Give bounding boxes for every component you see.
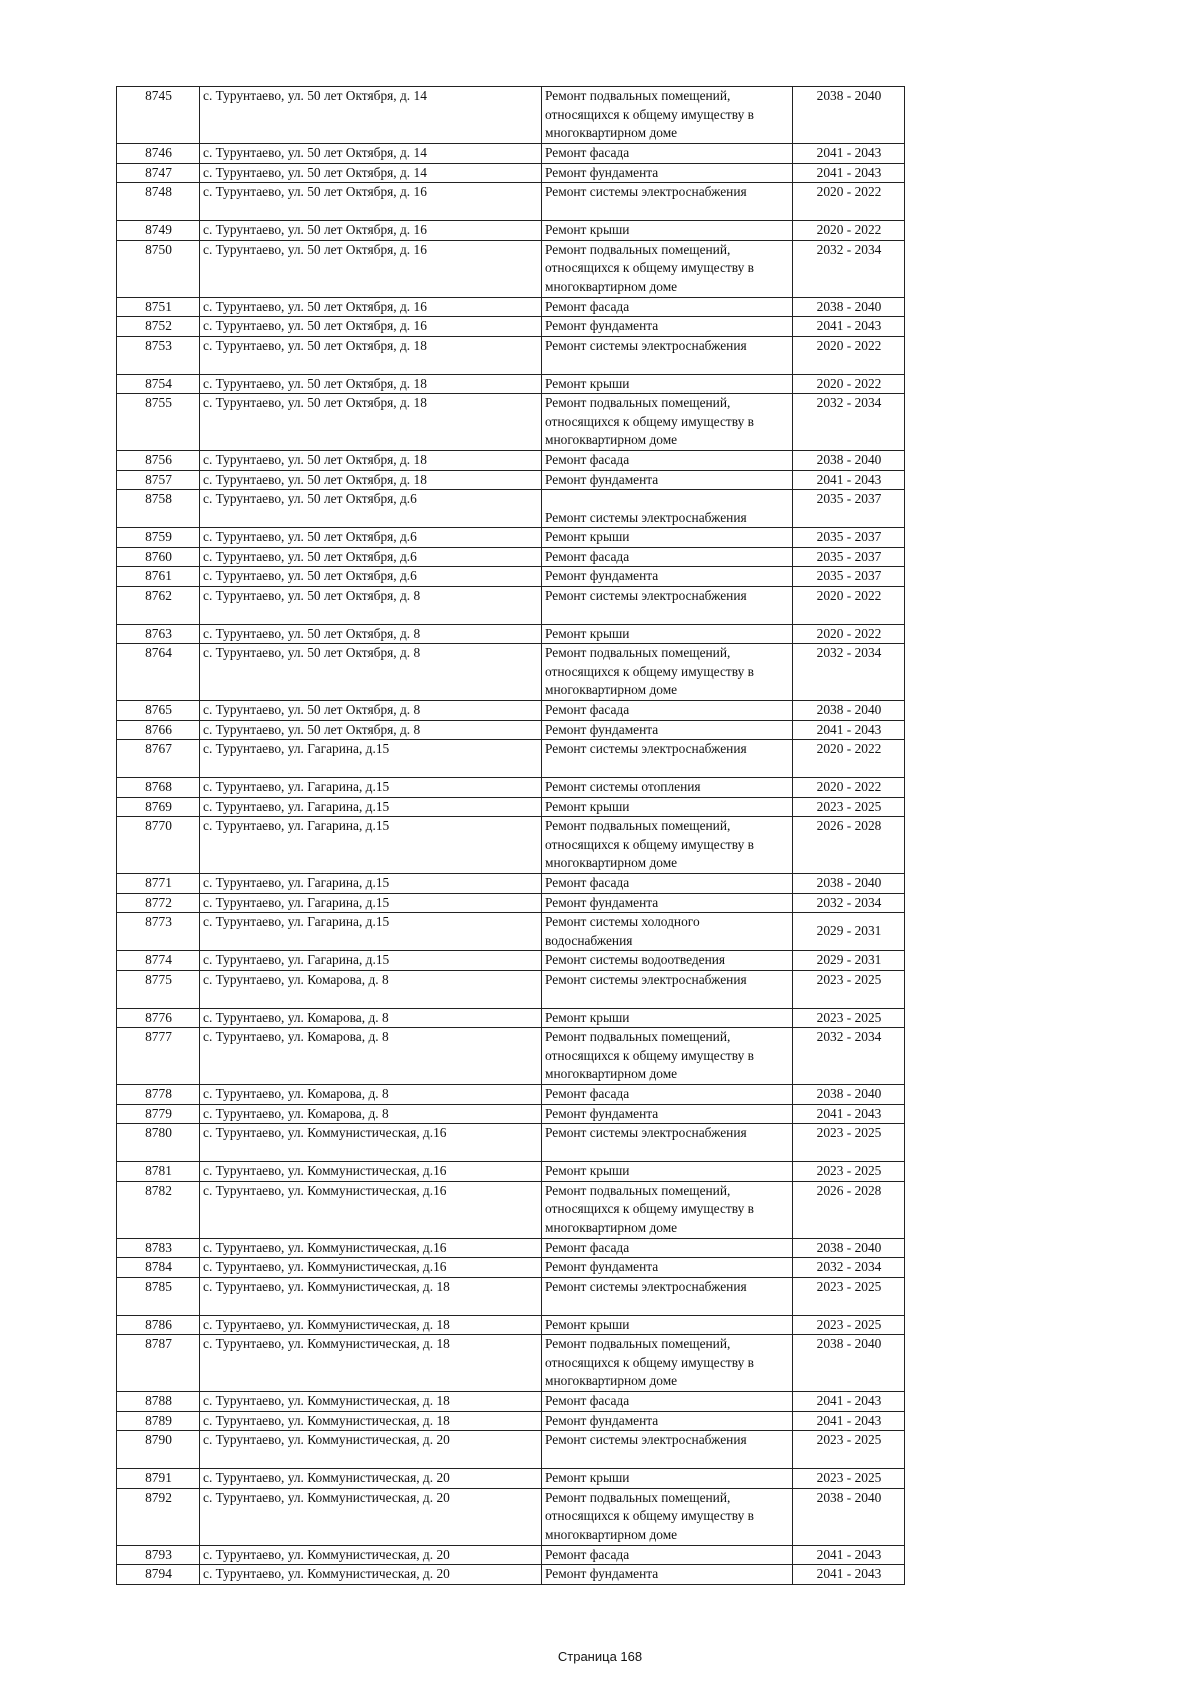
- row-number: 8747: [117, 163, 200, 183]
- row-number: 8748: [117, 183, 200, 221]
- row-number: 8752: [117, 317, 200, 337]
- table-row: [117, 1335, 905, 1392]
- table-row: [117, 1392, 905, 1412]
- table-row: [117, 528, 905, 548]
- row-period: 2023 - 2025: [793, 1277, 905, 1315]
- table-row: [117, 547, 905, 567]
- table-row: [117, 183, 905, 221]
- repair-schedule-table: [116, 86, 905, 1585]
- table-row: [117, 1277, 905, 1315]
- row-period: 2038 - 2040: [793, 1085, 905, 1105]
- row-period: 2032 - 2034: [793, 394, 905, 451]
- row-address: с. Турунтаево, ул. 50 лет Октября, д. 16: [200, 297, 542, 317]
- row-period: 2041 - 2043: [793, 1411, 905, 1431]
- row-period: 2035 - 2037: [793, 528, 905, 548]
- row-work-type: Ремонт подвальных помещений, относящихся к общему имуществу в многоквартирном доме: [542, 1181, 793, 1238]
- table-row: [117, 797, 905, 817]
- table-row: [117, 1162, 905, 1182]
- row-number: 8768: [117, 778, 200, 798]
- row-period: 2038 - 2040: [793, 297, 905, 317]
- row-period: 2041 - 2043: [793, 1392, 905, 1412]
- row-work-type: Ремонт фундамента: [542, 317, 793, 337]
- table-row: [117, 913, 905, 951]
- row-address: с. Турунтаево, ул. 50 лет Октября, д. 18: [200, 394, 542, 451]
- row-number: 8760: [117, 547, 200, 567]
- row-work-type: Ремонт фасада: [542, 1392, 793, 1412]
- row-number: 8769: [117, 797, 200, 817]
- row-number: 8791: [117, 1469, 200, 1489]
- table-row: [117, 624, 905, 644]
- row-address: с. Турунтаево, ул. 50 лет Октября, д. 16: [200, 221, 542, 241]
- table-row: [117, 720, 905, 740]
- table-row: [117, 1469, 905, 1489]
- row-address: с. Турунтаево, ул. Коммунистическая, д.16: [200, 1238, 542, 1258]
- row-work-type: Ремонт системы электроснабжения: [542, 490, 793, 528]
- row-address: с. Турунтаево, ул. Коммунистическая, д. 20: [200, 1545, 542, 1565]
- row-work-type: Ремонт системы электроснабжения: [542, 1431, 793, 1469]
- row-work-type: Ремонт системы электроснабжения: [542, 740, 793, 778]
- row-address: с. Турунтаево, ул. 50 лет Октября, д. 16: [200, 240, 542, 297]
- row-work-type: Ремонт фундамента: [542, 1258, 793, 1278]
- row-period: 2023 - 2025: [793, 1162, 905, 1182]
- row-work-type: Ремонт подвальных помещений, относящихся к общему имуществу в многоквартирном доме: [542, 1028, 793, 1085]
- row-period: 2020 - 2022: [793, 740, 905, 778]
- row-address: с. Турунтаево, ул. Коммунистическая, д. 18: [200, 1411, 542, 1431]
- row-number: 8762: [117, 586, 200, 624]
- row-period: 2020 - 2022: [793, 374, 905, 394]
- row-period: 2023 - 2025: [793, 1315, 905, 1335]
- row-address: с. Турунтаево, ул. 50 лет Октября, д. 8: [200, 624, 542, 644]
- row-work-type: Ремонт системы водоотведения: [542, 951, 793, 971]
- row-period: 2020 - 2022: [793, 336, 905, 374]
- row-work-type: Ремонт подвальных помещений, относящихся к общему имуществу в многоквартирном доме: [542, 240, 793, 297]
- row-number: 8753: [117, 336, 200, 374]
- row-number: 8785: [117, 1277, 200, 1315]
- row-number: 8787: [117, 1335, 200, 1392]
- row-address: с. Турунтаево, ул. 50 лет Октября, д. 14: [200, 87, 542, 144]
- row-work-type: Ремонт фундамента: [542, 1411, 793, 1431]
- row-work-type: Ремонт крыши: [542, 1162, 793, 1182]
- table-row: [117, 874, 905, 894]
- row-number: 8776: [117, 1008, 200, 1028]
- row-work-type: Ремонт подвальных помещений, относящихся к общему имуществу в многоквартирном доме: [542, 1488, 793, 1545]
- row-period: 2035 - 2037: [793, 490, 905, 528]
- table-row: [117, 470, 905, 490]
- row-period: 2038 - 2040: [793, 451, 905, 471]
- row-address: с. Турунтаево, ул. 50 лет Октября, д. 14: [200, 144, 542, 164]
- row-address: с. Турунтаево, ул. Гагарина, д.15: [200, 797, 542, 817]
- row-address: с. Турунтаево, ул. 50 лет Октября, д. 18: [200, 336, 542, 374]
- row-address: с. Турунтаево, ул. Комарова, д. 8: [200, 1008, 542, 1028]
- row-period: 2032 - 2034: [793, 644, 905, 701]
- row-number: 8751: [117, 297, 200, 317]
- page-number: Страница 168: [557, 1649, 643, 1664]
- row-period: 2023 - 2025: [793, 1431, 905, 1469]
- row-work-type: Ремонт крыши: [542, 797, 793, 817]
- row-period: 2020 - 2022: [793, 183, 905, 221]
- row-number: 8745: [117, 87, 200, 144]
- row-work-type: Ремонт фундамента: [542, 1565, 793, 1585]
- row-period: 2026 - 2028: [793, 817, 905, 874]
- row-address: с. Турунтаево, ул. Коммунистическая, д. 18: [200, 1315, 542, 1335]
- row-number: 8782: [117, 1181, 200, 1238]
- row-address: с. Турунтаево, ул. Гагарина, д.15: [200, 951, 542, 971]
- row-work-type: Ремонт крыши: [542, 1315, 793, 1335]
- row-period: 2029 - 2031: [793, 913, 905, 951]
- table-row: [117, 1008, 905, 1028]
- row-address: с. Турунтаево, ул. 50 лет Октября, д.6: [200, 528, 542, 548]
- table-row: [117, 893, 905, 913]
- row-number: 8789: [117, 1411, 200, 1431]
- table-row: [117, 778, 905, 798]
- row-period: 2023 - 2025: [793, 1469, 905, 1489]
- row-address: с. Турунтаево, ул. Коммунистическая, д.16: [200, 1258, 542, 1278]
- row-work-type: Ремонт крыши: [542, 221, 793, 241]
- row-period: 2020 - 2022: [793, 221, 905, 241]
- row-period: 2038 - 2040: [793, 1238, 905, 1258]
- table-row: [117, 1565, 905, 1585]
- row-work-type: Ремонт системы холодного водоснабжения: [542, 913, 793, 951]
- row-period: 2035 - 2037: [793, 547, 905, 567]
- row-work-type: Ремонт крыши: [542, 1469, 793, 1489]
- row-work-type: Ремонт системы электроснабжения: [542, 336, 793, 374]
- row-address: с. Турунтаево, ул. Гагарина, д.15: [200, 913, 542, 951]
- row-number: 8774: [117, 951, 200, 971]
- table-row: [117, 1431, 905, 1469]
- row-address: с. Турунтаево, ул. 50 лет Октября, д. 18: [200, 451, 542, 471]
- table-row: [117, 144, 905, 164]
- row-work-type: Ремонт фасада: [542, 1085, 793, 1105]
- row-work-type: Ремонт фасада: [542, 874, 793, 894]
- table-row: [117, 451, 905, 471]
- table-row: [117, 336, 905, 374]
- table-row: [117, 1181, 905, 1238]
- row-number: 8794: [117, 1565, 200, 1585]
- row-work-type: Ремонт крыши: [542, 374, 793, 394]
- row-number: 8771: [117, 874, 200, 894]
- row-number: 8767: [117, 740, 200, 778]
- row-work-type: Ремонт подвальных помещений, относящихся к общему имуществу в многоквартирном доме: [542, 644, 793, 701]
- row-work-type: Ремонт фундамента: [542, 567, 793, 587]
- row-address: с. Турунтаево, ул. Комарова, д. 8: [200, 1085, 542, 1105]
- row-address: с. Турунтаево, ул. 50 лет Октября, д. 16: [200, 317, 542, 337]
- row-work-type: Ремонт фундамента: [542, 893, 793, 913]
- row-period: 2041 - 2043: [793, 317, 905, 337]
- row-work-type: Ремонт фасада: [542, 1238, 793, 1258]
- table-row: [117, 374, 905, 394]
- row-address: с. Турунтаево, ул. 50 лет Октября, д. 8: [200, 644, 542, 701]
- row-number: 8750: [117, 240, 200, 297]
- table-row: [117, 1085, 905, 1105]
- row-work-type: Ремонт крыши: [542, 528, 793, 548]
- row-period: 2023 - 2025: [793, 1124, 905, 1162]
- row-number: 8779: [117, 1104, 200, 1124]
- row-address: с. Турунтаево, ул. 50 лет Октября, д. 8: [200, 701, 542, 721]
- row-period: 2020 - 2022: [793, 586, 905, 624]
- row-number: 8784: [117, 1258, 200, 1278]
- row-number: 8788: [117, 1392, 200, 1412]
- row-address: с. Турунтаево, ул. Коммунистическая, д. 18: [200, 1277, 542, 1315]
- row-number: 8777: [117, 1028, 200, 1085]
- row-work-type: Ремонт фасада: [542, 547, 793, 567]
- row-number: 8756: [117, 451, 200, 471]
- row-work-type: Ремонт фундамента: [542, 163, 793, 183]
- row-period: 2041 - 2043: [793, 163, 905, 183]
- table-row: [117, 297, 905, 317]
- table-body: [117, 87, 905, 1585]
- row-period: 2032 - 2034: [793, 893, 905, 913]
- table-row: [117, 87, 905, 144]
- row-address: с. Турунтаево, ул. Коммунистическая, д. 20: [200, 1469, 542, 1489]
- row-period: 2020 - 2022: [793, 624, 905, 644]
- row-work-type: Ремонт фасада: [542, 297, 793, 317]
- row-work-type: Ремонт крыши: [542, 624, 793, 644]
- row-work-type: Ремонт фундамента: [542, 1104, 793, 1124]
- row-period: 2038 - 2040: [793, 874, 905, 894]
- row-work-type: Ремонт фасада: [542, 1545, 793, 1565]
- row-work-type: Ремонт подвальных помещений, относящихся к общему имуществу в многоквартирном доме: [542, 817, 793, 874]
- row-period: 2038 - 2040: [793, 1488, 905, 1545]
- row-period: 2041 - 2043: [793, 144, 905, 164]
- row-address: с. Турунтаево, ул. Комарова, д. 8: [200, 1028, 542, 1085]
- table-row: [117, 970, 905, 1008]
- row-period: 2041 - 2043: [793, 1545, 905, 1565]
- row-address: с. Турунтаево, ул. Гагарина, д.15: [200, 893, 542, 913]
- row-period: 2035 - 2037: [793, 567, 905, 587]
- table-row: [117, 740, 905, 778]
- table-row: [117, 1545, 905, 1565]
- row-period: 2038 - 2040: [793, 87, 905, 144]
- row-number: 8755: [117, 394, 200, 451]
- row-address: с. Турунтаево, ул. Гагарина, д.15: [200, 817, 542, 874]
- row-number: 8764: [117, 644, 200, 701]
- table-row: [117, 1315, 905, 1335]
- row-number: 8761: [117, 567, 200, 587]
- row-number: 8783: [117, 1238, 200, 1258]
- row-number: 8754: [117, 374, 200, 394]
- row-work-type: Ремонт фундамента: [542, 720, 793, 740]
- table-row: [117, 163, 905, 183]
- table-row: [117, 1238, 905, 1258]
- row-number: 8770: [117, 817, 200, 874]
- row-number: 8781: [117, 1162, 200, 1182]
- row-address: с. Турунтаево, ул. 50 лет Октября, д. 16: [200, 183, 542, 221]
- row-address: с. Турунтаево, ул. Коммунистическая, д.16: [200, 1124, 542, 1162]
- row-work-type: Ремонт подвальных помещений, относящихся к общему имуществу в многоквартирном доме: [542, 394, 793, 451]
- row-work-type: Ремонт системы электроснабжения: [542, 1277, 793, 1315]
- row-period: 2026 - 2028: [793, 1181, 905, 1238]
- row-address: с. Турунтаево, ул. 50 лет Октября, д. 18: [200, 470, 542, 490]
- table-row: [117, 951, 905, 971]
- row-number: 8765: [117, 701, 200, 721]
- row-address: с. Турунтаево, ул. Коммунистическая, д. 20: [200, 1565, 542, 1585]
- row-work-type: Ремонт подвальных помещений, относящихся к общему имуществу в многоквартирном доме: [542, 87, 793, 144]
- table-row: [117, 701, 905, 721]
- row-work-type: Ремонт фасада: [542, 701, 793, 721]
- row-number: 8758: [117, 490, 200, 528]
- row-number: 8778: [117, 1085, 200, 1105]
- row-work-type: Ремонт системы электроснабжения: [542, 183, 793, 221]
- row-period: 2032 - 2034: [793, 1028, 905, 1085]
- row-period: 2023 - 2025: [793, 797, 905, 817]
- row-period: 2038 - 2040: [793, 1335, 905, 1392]
- row-address: с. Турунтаево, ул. 50 лет Октября, д. 14: [200, 163, 542, 183]
- row-period: 2020 - 2022: [793, 778, 905, 798]
- row-number: 8786: [117, 1315, 200, 1335]
- table-row: [117, 394, 905, 451]
- table-row: [117, 221, 905, 241]
- row-number: 8766: [117, 720, 200, 740]
- row-work-type: Ремонт системы электроснабжения: [542, 586, 793, 624]
- row-number: 8759: [117, 528, 200, 548]
- table-row: [117, 567, 905, 587]
- row-address: с. Турунтаево, ул. 50 лет Октября, д. 8: [200, 586, 542, 624]
- row-period: 2038 - 2040: [793, 701, 905, 721]
- row-period: 2041 - 2043: [793, 1104, 905, 1124]
- row-period: 2041 - 2043: [793, 1565, 905, 1585]
- table-row: [117, 1124, 905, 1162]
- row-address: с. Турунтаево, ул. 50 лет Октября, д.6: [200, 490, 542, 528]
- table-row: [117, 817, 905, 874]
- table-row: [117, 490, 905, 528]
- row-number: 8763: [117, 624, 200, 644]
- table-row: [117, 1411, 905, 1431]
- table-row: [117, 1104, 905, 1124]
- table-row: [117, 1258, 905, 1278]
- row-work-type: Ремонт подвальных помещений, относящихся к общему имуществу в многоквартирном доме: [542, 1335, 793, 1392]
- row-work-type: Ремонт фасада: [542, 144, 793, 164]
- row-number: 8775: [117, 970, 200, 1008]
- row-number: 8790: [117, 1431, 200, 1469]
- row-address: с. Турунтаево, ул. Коммунистическая, д. 20: [200, 1488, 542, 1545]
- row-period: 2029 - 2031: [793, 951, 905, 971]
- row-work-type: Ремонт системы отопления: [542, 778, 793, 798]
- row-address: с. Турунтаево, ул. Гагарина, д.15: [200, 874, 542, 894]
- row-address: с. Турунтаево, ул. Коммунистическая, д. 18: [200, 1392, 542, 1412]
- row-address: с. Турунтаево, ул. Коммунистическая, д.16: [200, 1181, 542, 1238]
- row-address: с. Турунтаево, ул. Гагарина, д.15: [200, 778, 542, 798]
- row-address: с. Турунтаево, ул. Коммунистическая, д. 18: [200, 1335, 542, 1392]
- row-work-type: Ремонт фундамента: [542, 470, 793, 490]
- row-number: 8746: [117, 144, 200, 164]
- table-row: [117, 1028, 905, 1085]
- row-period: 2041 - 2043: [793, 470, 905, 490]
- row-address: с. Турунтаево, ул. 50 лет Октября, д.6: [200, 547, 542, 567]
- table-row: [117, 240, 905, 297]
- row-work-type: Ремонт крыши: [542, 1008, 793, 1028]
- row-work-type: Ремонт системы электроснабжения: [542, 970, 793, 1008]
- row-number: 8749: [117, 221, 200, 241]
- table-row: [117, 317, 905, 337]
- row-period: 2023 - 2025: [793, 970, 905, 1008]
- row-address: с. Турунтаево, ул. Гагарина, д.15: [200, 740, 542, 778]
- row-period: 2023 - 2025: [793, 1008, 905, 1028]
- row-number: 8773: [117, 913, 200, 951]
- row-number: 8772: [117, 893, 200, 913]
- row-work-type: Ремонт фасада: [542, 451, 793, 471]
- row-address: с. Турунтаево, ул. Коммунистическая, д. 20: [200, 1431, 542, 1469]
- row-address: с. Турунтаево, ул. Комарова, д. 8: [200, 970, 542, 1008]
- row-address: с. Турунтаево, ул. Коммунистическая, д.16: [200, 1162, 542, 1182]
- row-address: с. Турунтаево, ул. 50 лет Октября, д.6: [200, 567, 542, 587]
- row-period: 2041 - 2043: [793, 720, 905, 740]
- row-number: 8757: [117, 470, 200, 490]
- row-address: с. Турунтаево, ул. 50 лет Октября, д. 18: [200, 374, 542, 394]
- row-period: 2032 - 2034: [793, 1258, 905, 1278]
- table-row: [117, 1488, 905, 1545]
- row-number: 8793: [117, 1545, 200, 1565]
- row-period: 2032 - 2034: [793, 240, 905, 297]
- row-address: с. Турунтаево, ул. 50 лет Октября, д. 8: [200, 720, 542, 740]
- row-address: с. Турунтаево, ул. Комарова, д. 8: [200, 1104, 542, 1124]
- row-work-type: Ремонт системы электроснабжения: [542, 1124, 793, 1162]
- row-number: 8780: [117, 1124, 200, 1162]
- row-number: 8792: [117, 1488, 200, 1545]
- table-row: [117, 586, 905, 624]
- table-row: [117, 644, 905, 701]
